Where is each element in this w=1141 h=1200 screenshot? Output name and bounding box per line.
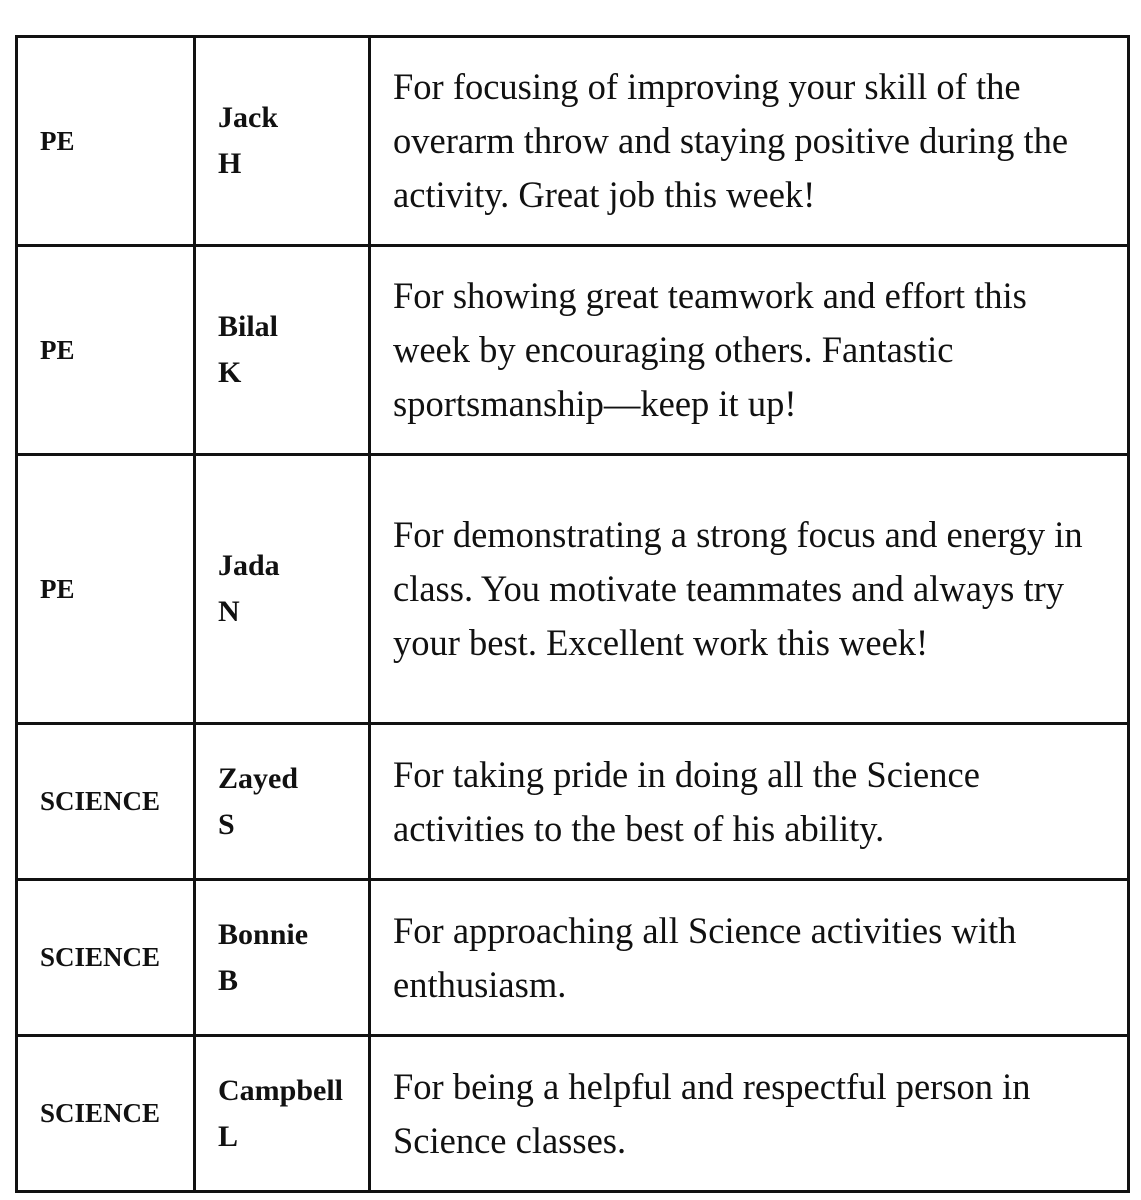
award-reason-cell: For demonstrating a strong focus and energy in class. You motivate teammates and always try your best. Excellent work this week! — [370, 455, 1129, 724]
student-initial: S — [218, 807, 235, 841]
award-row — [17, 724, 1129, 880]
student-name-cell — [195, 880, 370, 1036]
award-row — [17, 37, 1129, 246]
student-name-cell — [195, 1036, 370, 1192]
subject-cell: SCIENCE — [17, 724, 195, 880]
student-initial: K — [218, 356, 242, 389]
subject-cell: SCIENCE — [17, 880, 195, 1036]
student-initial: H — [218, 147, 242, 180]
student-initial: L — [218, 1119, 239, 1153]
award-reason-cell: For being a helpful and respectful person in Science classes. — [370, 1036, 1129, 1192]
student-initial: B — [218, 963, 239, 997]
award-row — [17, 880, 1129, 1036]
award-row — [17, 455, 1129, 724]
student-first-name: Zayed — [218, 761, 299, 795]
student-name-cell — [195, 246, 370, 455]
student-name-cell — [195, 724, 370, 880]
awards-table — [15, 35, 1130, 1193]
award-row — [17, 1036, 1129, 1192]
subject-cell: SCIENCE — [17, 1036, 195, 1192]
student-first-name: Bonnie — [218, 917, 309, 951]
subject-cell: PE — [17, 455, 195, 724]
student-first-name: Jada — [218, 549, 280, 582]
student-initial: N — [218, 595, 240, 628]
award-row — [17, 246, 1129, 455]
award-reason-cell: For focusing of improving your skill of the overarm throw and staying positive during the activity. Great job this week! — [370, 37, 1129, 246]
award-reason-cell: For taking pride in doing all the Science activities to the best of his ability. — [370, 724, 1129, 880]
subject-cell: PE — [17, 246, 195, 455]
award-reason-cell: For approaching all Science activities with enthusiasm. — [370, 880, 1129, 1036]
student-first-name: Bilal — [218, 310, 279, 343]
award-reason-cell: For showing great teamwork and effort this week by encouraging others. Fantastic sportsmanship—keep it up! — [370, 246, 1129, 455]
student-name-cell — [195, 455, 370, 724]
student-first-name: Jack — [218, 101, 278, 134]
student-name-cell — [195, 37, 370, 246]
student-first-name: Campbell — [218, 1073, 344, 1107]
subject-cell: PE — [17, 37, 195, 246]
